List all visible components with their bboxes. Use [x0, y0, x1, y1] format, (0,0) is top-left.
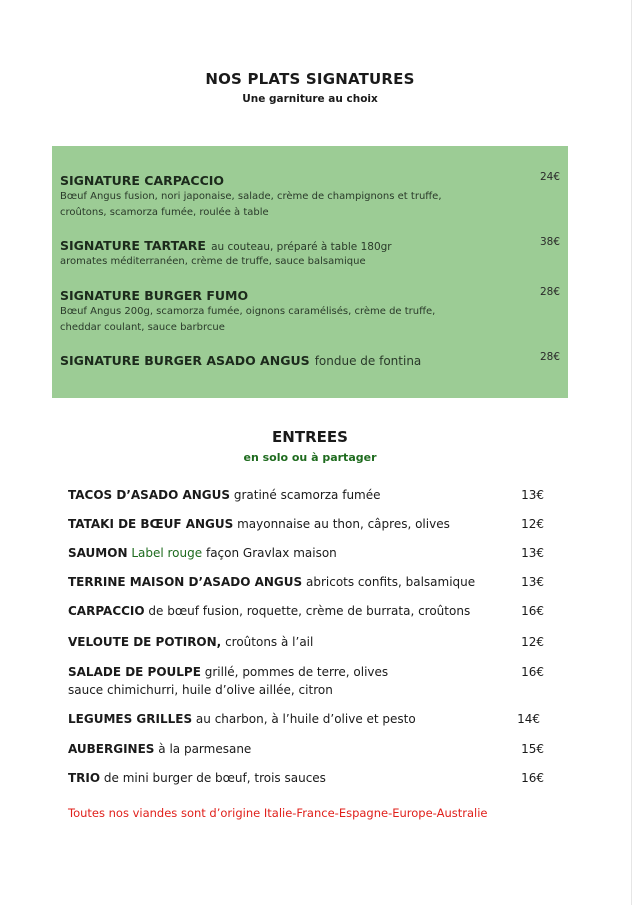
- signature-item: [60, 285, 560, 336]
- dish-inline-description: au couteau, préparé à table 180gr: [211, 241, 392, 253]
- dish-description-line2: sauce chimichurri, huile d’olive aillée, citron: [68, 683, 333, 697]
- entrees-title: ENTREES: [272, 428, 348, 446]
- dish-name: VELOUTE DE POTIRON,: [68, 635, 222, 649]
- dish-description: façon Gravlax maison: [205, 546, 337, 560]
- dish-name: TATAKI DE BŒUF ANGUS: [68, 517, 234, 531]
- dish-name: TACOS D’ASADO ANGUS: [68, 488, 231, 502]
- dish-name: SALADE DE POULPE: [68, 665, 201, 679]
- dish-description: croûtons, scamorza fumée, roulée à table: [60, 207, 269, 218]
- entree-item: [68, 663, 544, 699]
- entree-item: [68, 544, 544, 562]
- dish-price: 24€: [539, 171, 560, 183]
- dish-name: SIGNATURE TARTARE: [60, 238, 206, 253]
- dish-description: de mini burger de bœuf, trois sauces: [103, 771, 326, 785]
- dish-price: 15€: [521, 742, 544, 756]
- dish-price: 16€: [521, 665, 544, 679]
- dish-price: 13€: [521, 488, 544, 502]
- dish-price: 28€: [539, 351, 560, 363]
- dish-inline-description: fondue de fontina: [314, 354, 422, 368]
- dish-price: 16€: [521, 771, 544, 785]
- dish-name: AUBERGINES: [68, 742, 155, 756]
- dish-description: mayonnaise au thon, câpres, olives: [237, 517, 450, 531]
- dish-price: 12€: [521, 517, 544, 531]
- dish-price: 13€: [521, 546, 544, 560]
- entree-item: [68, 633, 544, 651]
- dish-name: LEGUMES GRILLES: [68, 712, 193, 726]
- dish-description: cheddar coulant, sauce barbrcue: [60, 322, 225, 333]
- dish-description: à la parmesane: [158, 742, 252, 756]
- entree-item: [68, 710, 544, 728]
- dish-price: 38€: [539, 236, 560, 248]
- dish-price: 14€: [517, 712, 540, 726]
- entree-item: [68, 602, 544, 620]
- signature-item: [60, 350, 560, 369]
- dish-price: 12€: [521, 635, 544, 649]
- signature-item: [60, 170, 560, 221]
- dish-name: CARPACCIO: [68, 604, 145, 618]
- dish-price: 13€: [521, 575, 544, 589]
- dish-name: SAUMON: [68, 546, 128, 560]
- dish-name: SIGNATURE BURGER FUMO: [60, 288, 249, 303]
- entree-item: [68, 573, 544, 591]
- entree-item: [68, 515, 544, 533]
- dish-description: abricots confits, balsamique: [305, 575, 476, 589]
- origin-footnote: Toutes nos viandes sont d’origine Italie-France-Espagne-Europe-Australie: [68, 806, 488, 820]
- dish-price: 16€: [521, 604, 544, 618]
- signatures-title: NOS PLATS SIGNATURES: [205, 70, 415, 88]
- entree-item: [68, 486, 544, 504]
- dish-description: Bœuf Angus fusion, nori japonaise, salade, crème de champignons et truffe,: [60, 191, 442, 202]
- page-edge-line: [631, 0, 632, 905]
- dish-description: au charbon, à l’huile d’olive et pesto: [195, 712, 416, 726]
- dish-description: grillé, pommes de terre, olives: [204, 665, 389, 679]
- signatures-subtitle: Une garniture au choix: [242, 93, 378, 105]
- dish-description: Bœuf Angus 200g, scamorza fumée, oignons caramélisés, crème de truffe,: [60, 306, 436, 317]
- dish-name: TERRINE MAISON D’ASADO ANGUS: [68, 575, 303, 589]
- label-rouge-badge: Label rouge: [131, 546, 203, 560]
- dish-name: TRIO: [68, 771, 101, 785]
- entree-item: [68, 740, 544, 758]
- dish-description: gratiné scamorza fumée: [233, 488, 381, 502]
- dish-description: de bœuf fusion, roquette, crème de burrata, croûtons: [148, 604, 471, 618]
- dish-price: 28€: [539, 286, 560, 298]
- signatures-box: [52, 146, 568, 398]
- dish-description: croûtons à l’ail: [225, 635, 314, 649]
- signature-item: [60, 235, 560, 270]
- dish-name: SIGNATURE BURGER ASADO ANGUS: [60, 353, 310, 368]
- entrees-subtitle: en solo ou à partager: [243, 451, 377, 464]
- dish-description: aromates méditerranéen, crème de truffe, sauce balsamique: [60, 256, 366, 267]
- dish-name: SIGNATURE CARPACCIO: [60, 173, 225, 188]
- entree-item: [68, 769, 544, 787]
